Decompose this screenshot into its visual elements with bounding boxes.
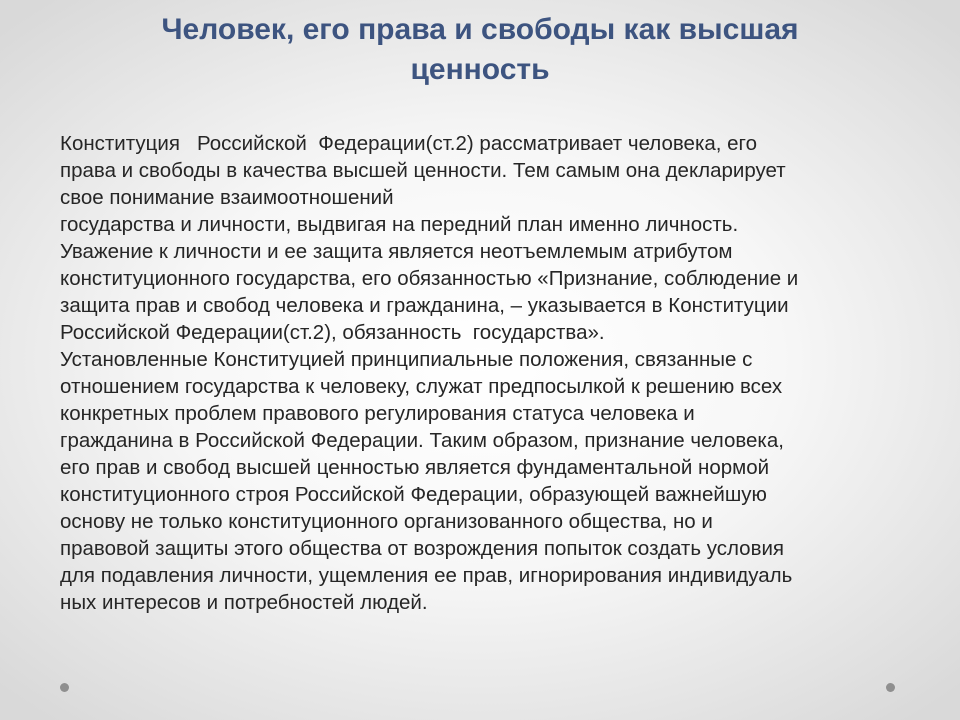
body-line: защита прав и свобод человека и гражданина, – указывается в Конституции	[60, 294, 789, 317]
body-line: Установленные Конституцией принципиальные положения, связанные с	[60, 348, 753, 371]
body-line: права и свободы в качества высшей ценности. Тем самым она декларирует	[60, 159, 786, 182]
body-line: его прав и свобод высшей ценностью является фундаментальной нормой	[60, 456, 770, 479]
body-line: свое понимание взаимоотношений	[60, 186, 394, 209]
body-line: основу не только конституционного организованного общества, но и	[60, 510, 713, 533]
body-line: ных интересов и потребностей людей.	[60, 591, 428, 614]
slide-title-line: ценность	[410, 53, 550, 86]
body-line: отношением государства к человеку, служат предпосылкой к решению всех	[60, 375, 783, 398]
body-line: Уважение к личности и ее защита является неотъемлемым атрибутом	[60, 240, 733, 263]
body-line: конституционного государства, его обязанностью «Признание, соблюдение и	[60, 267, 799, 290]
body-line: Конституция Российской Федерации(ст.2) рассматривает человека, его	[60, 132, 757, 155]
slide-body-text	[60, 130, 920, 616]
slide-title	[60, 10, 900, 90]
body-line: конституционного строя Российской Федерации, образующей важнейшую	[60, 483, 767, 506]
body-line: для подавления личности, ущемления ее прав, игнорирования индивидуаль	[60, 564, 793, 587]
slide-title-line: Человек, его права и свободы как высшая	[161, 13, 799, 46]
bottom-left-dot	[60, 683, 69, 692]
body-line: гражданина в Российской Федерации. Таким образом, признание человека,	[60, 429, 784, 452]
body-line: государства и личности, выдвигая на передний план именно личность.	[60, 213, 739, 236]
body-line: правовой защиты этого общества от возрождения попыток создать условия	[60, 537, 785, 560]
body-line: конкретных проблем правового регулирования статуса человека и	[60, 402, 695, 425]
body-line: Российской Федерации(ст.2), обязанность государства».	[60, 321, 605, 344]
bottom-right-dot	[886, 683, 895, 692]
